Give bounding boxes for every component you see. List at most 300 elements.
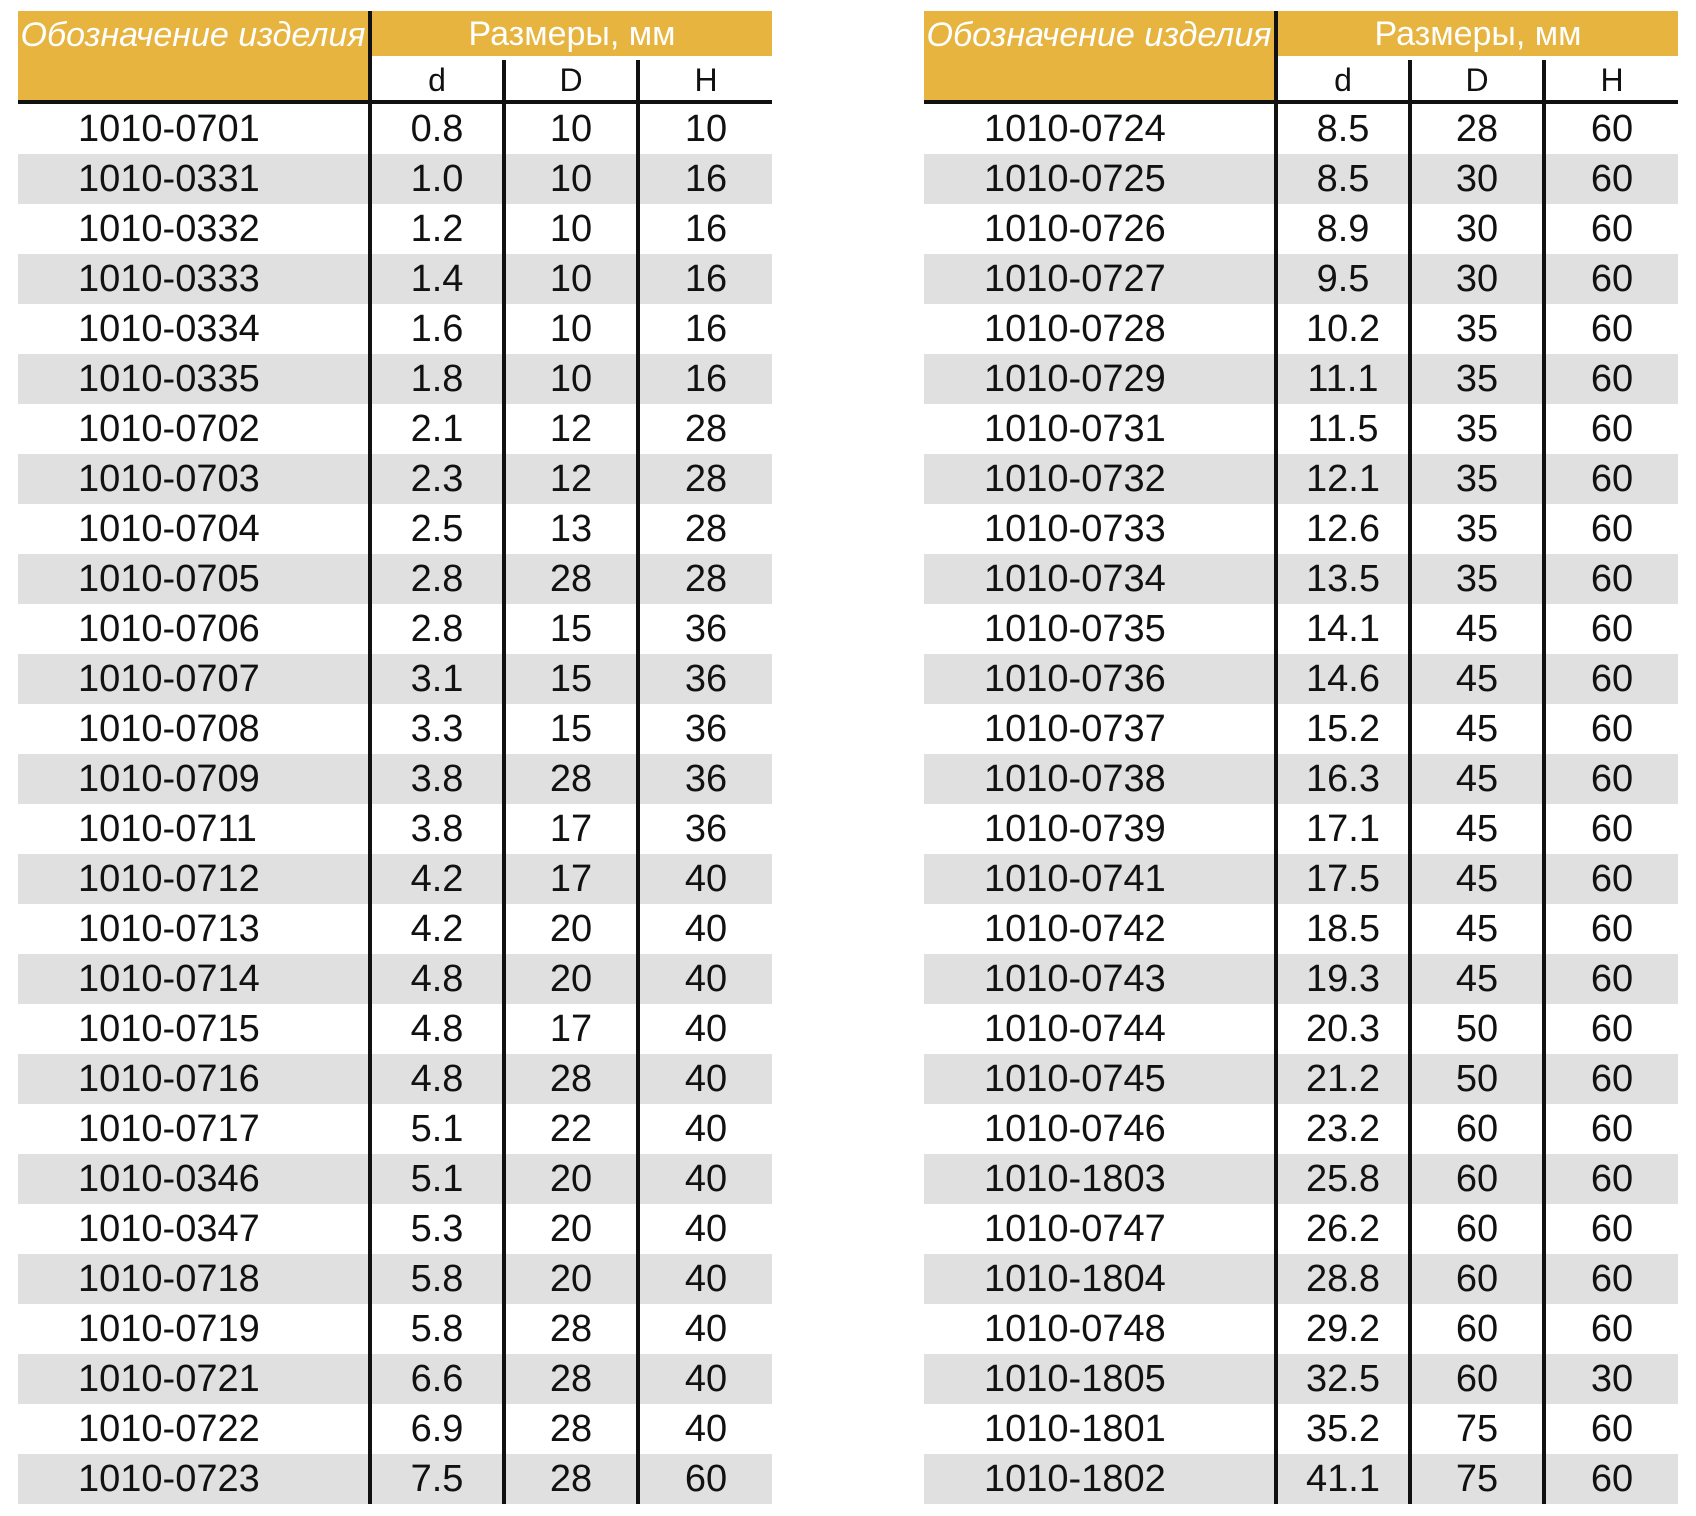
designation-cell — [924, 454, 1276, 504]
designation-code: 1010-0747 — [984, 1208, 1166, 1250]
D-cell: 12 — [504, 404, 638, 454]
col-H-header: H — [638, 58, 772, 102]
H-cell: 40 — [638, 1354, 772, 1404]
designation-cell — [18, 1354, 370, 1404]
d-cell: 16.3 — [1276, 754, 1410, 804]
sizes-header: Размеры, мм — [370, 11, 772, 58]
designation-cell — [924, 904, 1276, 954]
designation-cell — [18, 354, 370, 404]
table-row — [924, 354, 1678, 404]
table-row — [924, 154, 1678, 204]
table-row — [18, 154, 772, 204]
D-cell: 28 — [504, 554, 638, 604]
designation-cell — [924, 804, 1276, 854]
designation-code: 1010-0717 — [78, 1108, 260, 1150]
designation-code: 1010-0735 — [984, 608, 1166, 650]
table-row — [18, 1404, 772, 1454]
D-cell: 15 — [504, 704, 638, 754]
designation-code: 1010-0707 — [78, 658, 260, 700]
designation-code: 1010-1801 — [984, 1408, 1166, 1450]
designation-cell — [18, 1254, 370, 1304]
D-cell: 10 — [504, 102, 638, 154]
table-row — [18, 904, 772, 954]
designation-cell — [924, 604, 1276, 654]
d-cell: 3.8 — [370, 754, 504, 804]
H-cell: 60 — [1590, 508, 1634, 550]
designation-cell — [18, 204, 370, 254]
designation-code: 1010-0334 — [78, 308, 260, 350]
designation-cell — [18, 154, 370, 204]
H-cell: 60 — [1590, 1208, 1634, 1250]
table-row — [18, 354, 772, 404]
D-cell: 22 — [504, 1104, 638, 1154]
H-cell: 60 — [1544, 554, 1678, 604]
d-cell: 1.6 — [370, 304, 504, 354]
designation-cell — [18, 254, 370, 304]
table-row — [924, 554, 1678, 604]
table-row — [924, 254, 1678, 304]
H-cell: 60 — [1544, 1254, 1678, 1304]
table-row — [924, 754, 1678, 804]
D-cell: 60 — [1410, 1154, 1544, 1204]
H-cell: 60 — [1544, 854, 1678, 904]
dimensions-table-left — [18, 11, 772, 1504]
D-cell: 20 — [504, 1154, 638, 1204]
table-row — [18, 554, 772, 604]
designation-cell — [924, 704, 1276, 754]
d-cell: 8.9 — [1276, 204, 1410, 254]
designation-code: 1010-0744 — [984, 1008, 1166, 1050]
H-cell: 60 — [1590, 808, 1634, 850]
table-row — [18, 854, 772, 904]
table-row — [18, 1254, 772, 1304]
H-cell: 36 — [638, 754, 772, 804]
H-cell: 16 — [638, 154, 772, 204]
designation-code: 1010-0706 — [78, 608, 260, 650]
designation-cell — [18, 754, 370, 804]
D-cell: 28 — [504, 1404, 638, 1454]
H-cell: 40 — [684, 908, 728, 950]
designation-cell — [18, 854, 370, 904]
col-H-header: H — [1544, 58, 1678, 102]
designation-cell — [18, 1004, 370, 1054]
table-row — [18, 604, 772, 654]
designation-code: 1010-0734 — [984, 558, 1166, 600]
designation-code: 1010-1803 — [984, 1158, 1166, 1200]
designation-code: 1010-0737 — [984, 708, 1166, 750]
designation-cell — [924, 1354, 1276, 1404]
designation-cell — [924, 954, 1276, 1004]
table-row — [924, 304, 1678, 354]
table-row — [924, 504, 1678, 554]
H-cell: 60 — [1590, 1308, 1634, 1350]
D-cell: 45 — [1410, 704, 1544, 754]
table-row — [18, 654, 772, 704]
H-cell: 60 — [1590, 308, 1634, 350]
designation-cell — [924, 504, 1276, 554]
D-cell: 75 — [1410, 1454, 1544, 1504]
table-row — [924, 102, 1678, 154]
d-cell: 8.5 — [1276, 102, 1410, 154]
d-cell: 41.1 — [1276, 1454, 1410, 1504]
D-cell: 20 — [504, 904, 638, 954]
H-cell: 60 — [1544, 754, 1678, 804]
d-cell: 2.3 — [370, 454, 504, 504]
D-cell: 35 — [1410, 504, 1544, 554]
designation-code: 1010-0331 — [78, 158, 260, 200]
D-cell: 20 — [504, 954, 638, 1004]
col-D-header: D — [1410, 58, 1544, 102]
H-cell: 40 — [684, 1208, 728, 1250]
designation-code: 1010-1804 — [984, 1258, 1166, 1300]
D-cell: 15 — [504, 604, 638, 654]
designation-code: 1010-0727 — [984, 258, 1166, 300]
designation-code: 1010-0712 — [78, 858, 260, 900]
designation-cell — [924, 354, 1276, 404]
D-cell: 20 — [504, 1204, 638, 1254]
H-cell: 60 — [1590, 108, 1634, 150]
table-row — [18, 954, 772, 1004]
D-cell: 15 — [504, 654, 638, 704]
H-cell: 60 — [1590, 1108, 1634, 1150]
table-row — [924, 804, 1678, 854]
designation-code: 1010-0738 — [984, 758, 1166, 800]
col-d-header: d — [1276, 58, 1410, 102]
designation-cell — [924, 754, 1276, 804]
H-cell: 60 — [1544, 354, 1678, 404]
table-row — [924, 904, 1678, 954]
table-row — [924, 1354, 1678, 1404]
H-cell: 16 — [684, 208, 728, 250]
designation-cell — [924, 1054, 1276, 1104]
D-cell: 30 — [1410, 254, 1544, 304]
D-cell: 35 — [1410, 554, 1544, 604]
designation-cell — [924, 204, 1276, 254]
D-cell: 10 — [504, 154, 638, 204]
d-cell: 1.8 — [370, 354, 504, 404]
table-row — [18, 404, 772, 454]
d-cell: 2.1 — [370, 404, 504, 454]
H-cell: 60 — [1590, 208, 1634, 250]
designation-code: 1010-0701 — [78, 108, 260, 150]
designation-code: 1010-0332 — [78, 208, 260, 250]
designation-code: 1010-0741 — [984, 858, 1166, 900]
d-cell: 4.8 — [370, 1054, 504, 1104]
d-cell: 5.8 — [370, 1254, 504, 1304]
table-body — [924, 102, 1678, 1504]
designation-code: 1010-0705 — [78, 558, 260, 600]
designation-code: 1010-0704 — [78, 508, 260, 550]
D-cell: 28 — [504, 754, 638, 804]
D-cell: 30 — [1410, 154, 1544, 204]
table-row — [18, 1104, 772, 1154]
d-cell: 7.5 — [370, 1454, 504, 1504]
H-cell: 60 — [1544, 454, 1678, 504]
table-row — [18, 102, 772, 154]
H-cell: 60 — [1544, 1454, 1678, 1504]
D-cell: 28 — [1410, 102, 1544, 154]
H-cell: 60 — [1590, 1008, 1634, 1050]
D-cell: 35 — [1410, 304, 1544, 354]
d-cell: 14.1 — [1276, 604, 1410, 654]
designation-cell — [924, 1404, 1276, 1454]
designation-cell — [924, 854, 1276, 904]
d-cell: 9.5 — [1276, 254, 1410, 304]
designation-cell — [18, 102, 370, 154]
D-cell: 45 — [1410, 954, 1544, 1004]
H-cell: 60 — [1590, 408, 1634, 450]
designation-cell — [18, 954, 370, 1004]
D-cell: 45 — [1410, 604, 1544, 654]
designation-cell — [18, 1304, 370, 1354]
H-cell: 40 — [638, 1154, 772, 1204]
table-row — [18, 1204, 772, 1254]
sizes-header: Размеры, мм — [1276, 11, 1678, 58]
designation-cell — [18, 1404, 370, 1454]
H-cell: 40 — [684, 1108, 728, 1150]
d-cell: 2.8 — [370, 554, 504, 604]
table-row — [18, 1154, 772, 1204]
table-row — [18, 1454, 772, 1504]
table-row — [18, 254, 772, 304]
designation-code: 1010-0708 — [78, 708, 260, 750]
table-row — [924, 204, 1678, 254]
designation-cell — [18, 654, 370, 704]
D-cell: 30 — [1410, 204, 1544, 254]
D-cell: 45 — [1410, 854, 1544, 904]
designation-code: 1010-0716 — [78, 1058, 260, 1100]
col-d-header: d — [370, 58, 504, 102]
designation-code: 1010-0745 — [984, 1058, 1166, 1100]
designation-code: 1010-0733 — [984, 508, 1166, 550]
H-cell: 40 — [638, 1054, 772, 1104]
table-row — [18, 1004, 772, 1054]
table-row — [18, 454, 772, 504]
d-cell: 2.5 — [370, 504, 504, 554]
designation-code: 1010-0722 — [78, 1408, 260, 1450]
H-cell: 30 — [1544, 1354, 1678, 1404]
d-cell: 11.1 — [1276, 354, 1410, 404]
d-cell: 25.8 — [1276, 1154, 1410, 1204]
table-row — [18, 754, 772, 804]
designation-code: 1010-0725 — [984, 158, 1166, 200]
table-row — [18, 704, 772, 754]
table-row — [18, 204, 772, 254]
D-cell: 60 — [1410, 1204, 1544, 1254]
H-cell: 60 — [1544, 254, 1678, 304]
designation-code: 1010-0335 — [78, 358, 260, 400]
H-cell: 40 — [684, 1408, 728, 1450]
table-row — [18, 1054, 772, 1104]
table-row — [924, 1104, 1678, 1154]
designation-code: 1010-0732 — [984, 458, 1166, 500]
designation-cell — [924, 1204, 1276, 1254]
designation-code: 1010-0726 — [984, 208, 1166, 250]
D-cell: 28 — [504, 1454, 638, 1504]
H-cell: 28 — [638, 554, 772, 604]
d-cell: 1.2 — [370, 204, 504, 254]
D-cell: 12 — [504, 454, 638, 504]
d-cell: 4.8 — [370, 1004, 504, 1054]
table-row — [924, 1004, 1678, 1054]
H-cell: 28 — [684, 508, 728, 550]
d-cell: 23.2 — [1276, 1104, 1410, 1154]
designation-code: 1010-0714 — [78, 958, 260, 1000]
table-row — [924, 604, 1678, 654]
D-cell: 17 — [504, 804, 638, 854]
d-cell: 12.6 — [1276, 504, 1410, 554]
d-cell: 19.3 — [1276, 954, 1410, 1004]
designation-header: Обозначение изделия — [18, 11, 370, 102]
designation-cell — [18, 1204, 370, 1254]
designation-code: 1010-0721 — [78, 1358, 260, 1400]
d-cell: 8.5 — [1276, 154, 1410, 204]
d-cell: 14.6 — [1276, 654, 1410, 704]
table-row — [924, 1454, 1678, 1504]
D-cell: 17 — [504, 854, 638, 904]
designation-code: 1010-1802 — [984, 1458, 1166, 1500]
designation-header: Обозначение изделия — [924, 11, 1276, 102]
designation-code: 1010-0346 — [78, 1158, 260, 1200]
D-cell: 60 — [1410, 1104, 1544, 1154]
d-cell: 2.8 — [370, 604, 504, 654]
d-cell: 12.1 — [1276, 454, 1410, 504]
col-D-header: D — [504, 58, 638, 102]
designation-code: 1010-0718 — [78, 1258, 260, 1300]
d-cell: 10.2 — [1276, 304, 1410, 354]
H-cell: 40 — [684, 1008, 728, 1050]
D-cell: 10 — [504, 354, 638, 404]
d-cell: 35.2 — [1276, 1404, 1410, 1454]
designation-code: 1010-0742 — [984, 908, 1166, 950]
designation-cell — [18, 1454, 370, 1504]
H-cell: 60 — [638, 1454, 772, 1504]
designation-code: 1010-0743 — [984, 958, 1166, 1000]
D-cell: 60 — [1410, 1354, 1544, 1404]
H-cell: 28 — [684, 408, 728, 450]
d-cell: 1.4 — [370, 254, 504, 304]
table-row — [18, 804, 772, 854]
table-row — [924, 1304, 1678, 1354]
designation-cell — [18, 604, 370, 654]
table-row — [924, 1404, 1678, 1454]
D-cell: 45 — [1410, 904, 1544, 954]
designation-cell — [924, 1454, 1276, 1504]
table-body — [18, 102, 772, 1504]
H-cell: 60 — [1590, 708, 1634, 750]
d-cell: 6.9 — [370, 1404, 504, 1454]
H-cell: 60 — [1544, 954, 1678, 1004]
d-cell: 32.5 — [1276, 1354, 1410, 1404]
designation-cell — [18, 554, 370, 604]
d-cell: 6.6 — [370, 1354, 504, 1404]
designation-code: 1010-0333 — [78, 258, 260, 300]
table-row — [18, 504, 772, 554]
H-cell: 36 — [684, 708, 728, 750]
D-cell: 75 — [1410, 1404, 1544, 1454]
H-cell: 28 — [638, 454, 772, 504]
designation-code: 1010-0736 — [984, 658, 1166, 700]
designation-cell — [18, 1104, 370, 1154]
designation-cell — [924, 1254, 1276, 1304]
d-cell: 0.8 — [370, 102, 504, 154]
designation-code: 1010-0729 — [984, 358, 1166, 400]
table-row — [924, 1154, 1678, 1204]
dimensions-table-right — [924, 11, 1678, 1504]
designation-code: 1010-0702 — [78, 408, 260, 450]
H-cell: 40 — [684, 1308, 728, 1350]
designation-cell — [924, 654, 1276, 704]
table-row — [924, 1054, 1678, 1104]
d-cell: 5.3 — [370, 1204, 504, 1254]
table-row — [924, 404, 1678, 454]
table-row — [924, 654, 1678, 704]
table-row — [924, 704, 1678, 754]
H-cell: 16 — [684, 308, 728, 350]
table-row — [924, 954, 1678, 1004]
D-cell: 28 — [504, 1304, 638, 1354]
d-cell: 17.5 — [1276, 854, 1410, 904]
d-cell: 17.1 — [1276, 804, 1410, 854]
table-row — [18, 304, 772, 354]
designation-cell — [924, 1104, 1276, 1154]
H-cell: 36 — [684, 808, 728, 850]
D-cell: 60 — [1410, 1304, 1544, 1354]
H-cell: 40 — [638, 1254, 772, 1304]
designation-cell — [924, 1304, 1276, 1354]
D-cell: 10 — [504, 254, 638, 304]
H-cell: 36 — [684, 608, 728, 650]
designation-cell — [924, 102, 1276, 154]
designation-code: 1010-0713 — [78, 908, 260, 950]
H-cell: 16 — [638, 254, 772, 304]
table-row — [924, 1254, 1678, 1304]
designation-cell — [18, 804, 370, 854]
designation-code: 1010-0731 — [984, 408, 1166, 450]
designation-cell — [18, 404, 370, 454]
d-cell: 28.8 — [1276, 1254, 1410, 1304]
designation-code: 1010-0703 — [78, 458, 260, 500]
d-cell: 4.2 — [370, 904, 504, 954]
designation-cell — [18, 1154, 370, 1204]
D-cell: 10 — [504, 304, 638, 354]
designation-cell — [924, 304, 1276, 354]
H-cell: 60 — [1590, 1408, 1634, 1450]
d-cell: 11.5 — [1276, 404, 1410, 454]
H-cell: 60 — [1590, 908, 1634, 950]
designation-code: 1010-0746 — [984, 1108, 1166, 1150]
D-cell: 45 — [1410, 804, 1544, 854]
designation-cell — [924, 404, 1276, 454]
table-row — [924, 454, 1678, 504]
D-cell: 35 — [1410, 354, 1544, 404]
D-cell: 17 — [504, 1004, 638, 1054]
designation-cell — [924, 154, 1276, 204]
D-cell: 45 — [1410, 754, 1544, 804]
d-cell: 5.8 — [370, 1304, 504, 1354]
designation-code: 1010-0739 — [984, 808, 1166, 850]
designation-code: 1010-0728 — [984, 308, 1166, 350]
table-row — [18, 1304, 772, 1354]
designation-cell — [18, 904, 370, 954]
d-cell: 3.3 — [370, 704, 504, 754]
table-row — [18, 1354, 772, 1404]
H-cell: 60 — [1590, 608, 1634, 650]
H-cell: 16 — [638, 354, 772, 404]
designation-code: 1010-0719 — [78, 1308, 260, 1350]
H-cell: 40 — [638, 854, 772, 904]
designation-code: 1010-0715 — [78, 1008, 260, 1050]
